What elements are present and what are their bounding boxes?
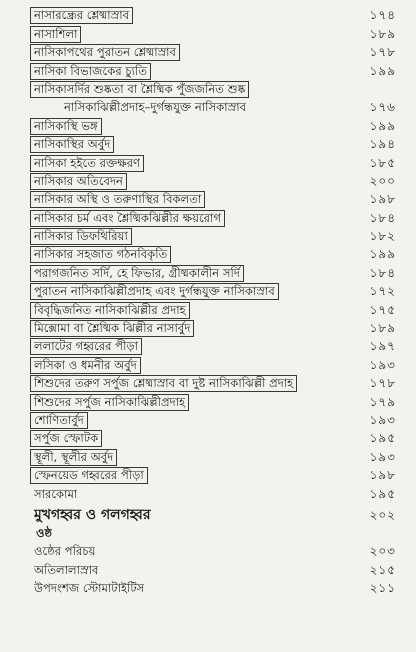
toc-entry [24,484,396,502]
toc-entry [24,337,396,355]
toc-entry-page-number: ২০২ [369,507,396,522]
toc-entry-title: নাসিকার ডিফথিরিয়া [30,228,132,245]
toc-entry-page-number: ১৯৫ [369,486,396,501]
toc-entry-page-number: ১৯৮ [369,468,396,483]
toc-entry [24,392,396,410]
toc-entry-title: নাসিকাস্থির অর্বুদ [30,136,114,153]
toc-entry-page-number: ১৯৭ [369,339,396,354]
toc-entry-page-number: ১৭২ [369,284,396,299]
toc-entry-title: সর্পুজ স্ফোটক [30,430,102,447]
toc-entry-page-number: ১৯৯ [369,247,396,262]
toc-entry [24,24,396,42]
toc-entry-page-number: ১৭৮ [369,376,396,391]
toc-entry [24,208,396,226]
toc-entry-page-number: ১৯৩ [369,412,396,427]
toc-entry-title: নাসিকার সহজাত গঠনবিকৃতি [30,246,171,263]
toc-entry [24,466,396,484]
toc-entry-title: মুখগহ্বর ও গলগহ্বর [34,506,151,523]
toc-entry-title: নাসিকাস্থি ভঙ্গ [30,118,102,135]
toc-entry-page-number: ১৮৯ [369,321,396,336]
toc-entry-title: স্ফেনয়েড গহ্বরের পীড়া [30,467,148,484]
toc-entry [24,227,396,245]
toc-entry-page-number: ২০৩ [369,544,396,559]
toc-entry-title: নাসারন্ধ্রের শ্লেষ্মাস্রাব [30,7,133,24]
toc-entry-page-number: ১৮৪ [369,265,396,280]
toc-entry [24,524,396,542]
toc-entry-title: পুরাতন নাসিকাঝিল্লীপ্রদাহ এবং দুর্গন্ধযুক্ত নাসিকাস্রাব [30,283,279,300]
toc-entry-title: ওষ্ঠের পরিচয় [34,544,96,559]
toc-entry-page-number: ১৮৯ [369,26,396,41]
toc-entry-title: শিশুদের সর্পুজ নাসিকাঝিল্লীপ্রদাহ [30,394,189,411]
toc-entry-page-number: ১৭৮ [369,45,396,60]
toc-entry [24,319,396,337]
toc-entry-page-number: ১৭৬ [369,100,396,115]
toc-entry-page-number: ১৯৮ [369,192,396,207]
toc-entry-title: নাসিকাসর্দির শুষ্কতা বা শ্লৈষ্মিক পুঁজজনিত শুষ্ক [30,81,249,98]
toc-entry-title: স্থূলী, স্থূলীর অর্বুদ [30,449,117,466]
toc-list [24,6,396,597]
toc-entry-page-number: ১৯৪ [369,137,396,152]
toc-entry [24,374,396,392]
toc-entry-title: নাসিকার অস্থি ও তরুণাস্থির বিকলতা [30,191,205,208]
toc-entry-title: নাসিকাপথের পুরাতন শ্লেষ্মাস্রাব [30,44,180,61]
toc-entry-title: অতিলালাস্রাব [34,562,99,577]
toc-entry-page-number: ২১১ [369,581,396,596]
toc-entry-page-number: ১৮৪ [369,210,396,225]
toc-entry-page-number: ১৮৫ [369,155,396,170]
toc-entry [24,282,396,300]
toc-entry [24,579,396,597]
toc-entry [24,172,396,190]
toc-entry [24,190,396,208]
toc-entry [24,411,396,429]
toc-entry [24,263,396,281]
toc-entry-page-number: ১৭৪ [369,8,396,23]
toc-entry-title: বিবৃদ্ধিজনিত নাসিকাঝিল্লীর প্রদাহ [30,302,190,319]
toc-entry [24,503,396,524]
toc-entry [24,355,396,373]
toc-entry [24,6,396,24]
toc-entry-title: নাসিকার চর্ম এবং শ্লৈষ্মিকঝিল্লীর ক্ষয়রোগ [30,210,225,227]
toc-entry [24,245,396,263]
toc-entry-page-number: ১৭৯ [369,394,396,409]
toc-entry-page-number: ১৯৩ [369,357,396,372]
toc-entry [24,116,396,134]
toc-entry-title: নাসিকাঝিল্লীপ্রদাহ–দুর্গন্ধযুক্ত নাসিকাস্রাব [64,100,247,115]
toc-entry-page-number: ২১৫ [369,562,396,577]
toc-entry-title: লসিকা ও ধমনীর অর্বুদ [30,357,141,374]
toc-entry-title: শিশুদের তরুণ সর্পুজ শ্লেষ্মাস্রাব বা দুষ্ট নাসিকাঝিল্লী প্রদাহ [30,375,297,392]
toc-entry-title: ওষ্ঠ [36,525,53,540]
toc-entry-title: নাসাশিলা [30,26,81,43]
toc-entry [24,560,396,578]
toc-entry-page-number: ১৮২ [369,229,396,244]
toc-entry [24,429,396,447]
toc-entry-title: মিক্সোমা বা শ্লৈষ্মিক ঝিল্লীর নাসার্বুদ [30,320,194,337]
toc-entry-page-number: ১৭৫ [369,302,396,317]
toc-entry-title: নাসিকা বিভাজকের চ্যুতি [30,63,151,80]
toc-entry [24,80,396,98]
toc-entry [24,98,396,116]
toc-entry [24,135,396,153]
toc-entry-title: নাসিকার অতিবেদন [30,173,127,190]
toc-entry [24,447,396,465]
toc-entry-page-number: ১৯৩ [369,449,396,464]
toc-entry [24,153,396,171]
toc-entry [24,61,396,79]
toc-entry-title: নাসিকা হইতে রক্তক্ষরণ [30,155,144,172]
toc-entry-page-number: ১৯৯ [369,63,396,78]
toc-entry-page-number: ১৯৯ [369,118,396,133]
toc-entry-title: ললাটের গহ্বরের পীড়া [30,338,142,355]
toc-entry-title: সারকোমা [34,486,78,501]
toc-entry [24,542,396,560]
toc-entry-page-number: ২০০ [369,173,396,188]
toc-entry [24,43,396,61]
toc-entry-title: শোণিতার্বুদ [30,412,88,429]
toc-entry-title: পরাগজনিত সর্দি, হে ফিভার, গ্রীষ্মকালীন সর্দি [30,265,244,282]
toc-entry [24,300,396,318]
toc-entry-page-number: ১৯৫ [369,431,396,446]
toc-entry-title: উপদংশজ স্টোমাটাইটিস [34,581,145,596]
